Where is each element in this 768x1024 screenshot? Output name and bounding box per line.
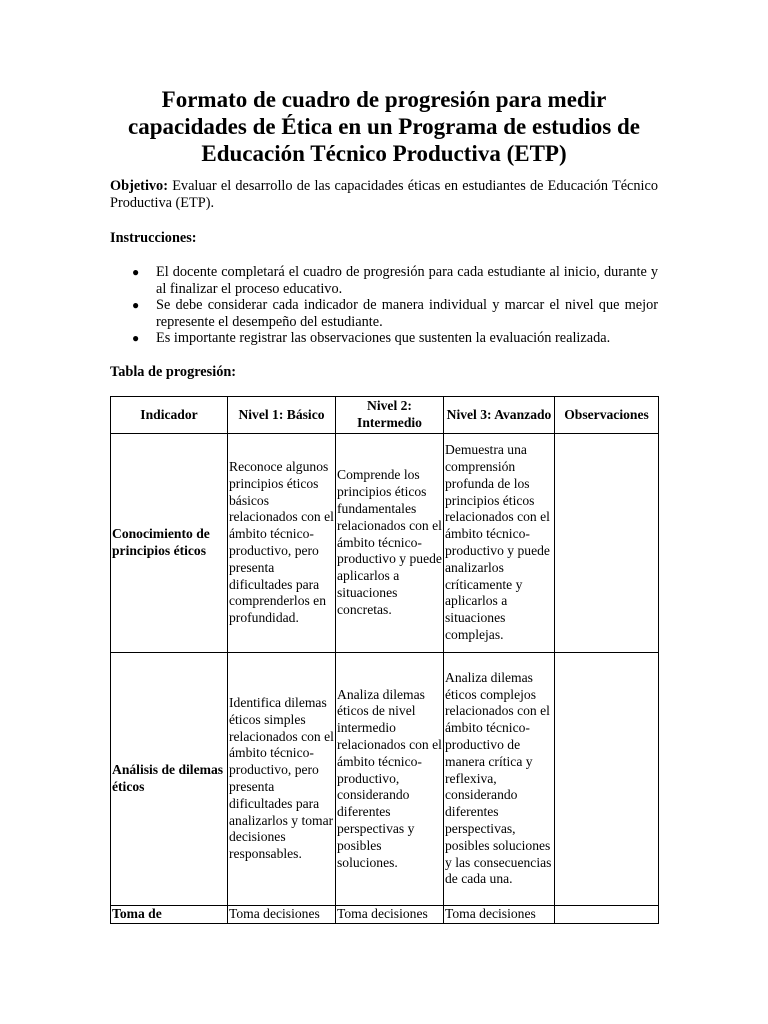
instruction-text: El docente completará el cuadro de progresión para cada estudiante al inicio, durante y al finalizar el proceso educativo. xyxy=(156,264,658,297)
list-item xyxy=(110,297,658,330)
indicator-cell: Análisis de dilemas éticos xyxy=(111,653,228,906)
level-2-cell: Analiza dilemas éticos de nivel intermedio relacionados con el ámbito técnico-productivo, considerando diferentes perspectivas y posibles soluciones. xyxy=(336,653,444,906)
level-3-cell: Demuestra una comprensión profunda de los principios éticos relacionados con el ámbito técnico-productivo y puede analizarlos críticamente y aplicarlos a situaciones complejas. xyxy=(444,434,555,653)
level-1-cell: Reconoce algunos principios éticos básicos relacionados con el ámbito técnico-productivo, pero presenta dificultades para comprenderlos en profundidad. xyxy=(228,434,336,653)
table-row xyxy=(111,653,659,906)
table-header-row xyxy=(111,397,659,434)
column-header-nivel-1: Nivel 1: Básico xyxy=(228,397,336,434)
level-3-cell: Analiza dilemas éticos complejos relacionados con el ámbito técnico-productivo de manera crítica y reflexiva, considerando diferentes perspectivas, posibles soluciones y las consecuencias de cada una. xyxy=(444,653,555,906)
list-item xyxy=(110,264,658,297)
indicator-cell: Toma de xyxy=(111,906,228,924)
instruction-text: Es importante registrar las observaciones que sustenten la evaluación realizada. xyxy=(156,330,611,346)
table-row xyxy=(111,906,659,924)
column-header-nivel-2: Nivel 2: Intermedio xyxy=(336,397,444,434)
observations-cell xyxy=(555,653,659,906)
bullet-icon: ● xyxy=(132,298,140,312)
level-1-cell: Toma decisiones xyxy=(228,906,336,924)
progression-table xyxy=(110,396,659,924)
observations-cell xyxy=(555,434,659,653)
level-3-cell: Toma decisiones xyxy=(444,906,555,924)
instructions-list xyxy=(110,264,658,347)
document-title: Formato de cuadro de progresión para medir capacidades de Ética en un Programa de estudios de Educación Técnico Productiva (ETP) xyxy=(128,87,640,166)
table-heading: Tabla de progresión: xyxy=(110,364,237,380)
level-2-cell: Comprende los principios éticos fundamentales relacionados con el ámbito técnico-productivo y puede aplicarlos a situaciones concretas. xyxy=(336,434,444,653)
level-1-cell: Identifica dilemas éticos simples relacionados con el ámbito técnico-productivo, pero presenta dificultades para analizarlos y tomar decisiones responsables. xyxy=(228,653,336,906)
observations-cell xyxy=(555,906,659,924)
objective-label: Objetivo: xyxy=(110,178,168,194)
column-header-indicador: Indicador xyxy=(111,397,228,434)
bullet-icon: ● xyxy=(132,331,140,345)
instruction-text: Se debe considerar cada indicador de manera individual y marcar el nivel que mejor represente el desempeño del estudiante. xyxy=(156,297,658,330)
level-2-cell: Toma decisiones xyxy=(336,906,444,924)
indicator-cell: Conocimiento de principios éticos xyxy=(111,434,228,653)
objective-paragraph xyxy=(110,178,658,212)
column-header-observaciones: Observaciones xyxy=(555,397,659,434)
column-header-nivel-3: Nivel 3: Avanzado xyxy=(444,397,555,434)
bullet-icon: ● xyxy=(132,265,140,279)
table-row xyxy=(111,434,659,653)
instructions-heading: Instrucciones: xyxy=(110,230,197,246)
objective-text: Evaluar el desarrollo de las capacidades éticas en estudiantes de Educación Técnico Productiva (ETP). xyxy=(110,178,658,211)
list-item xyxy=(110,330,658,347)
